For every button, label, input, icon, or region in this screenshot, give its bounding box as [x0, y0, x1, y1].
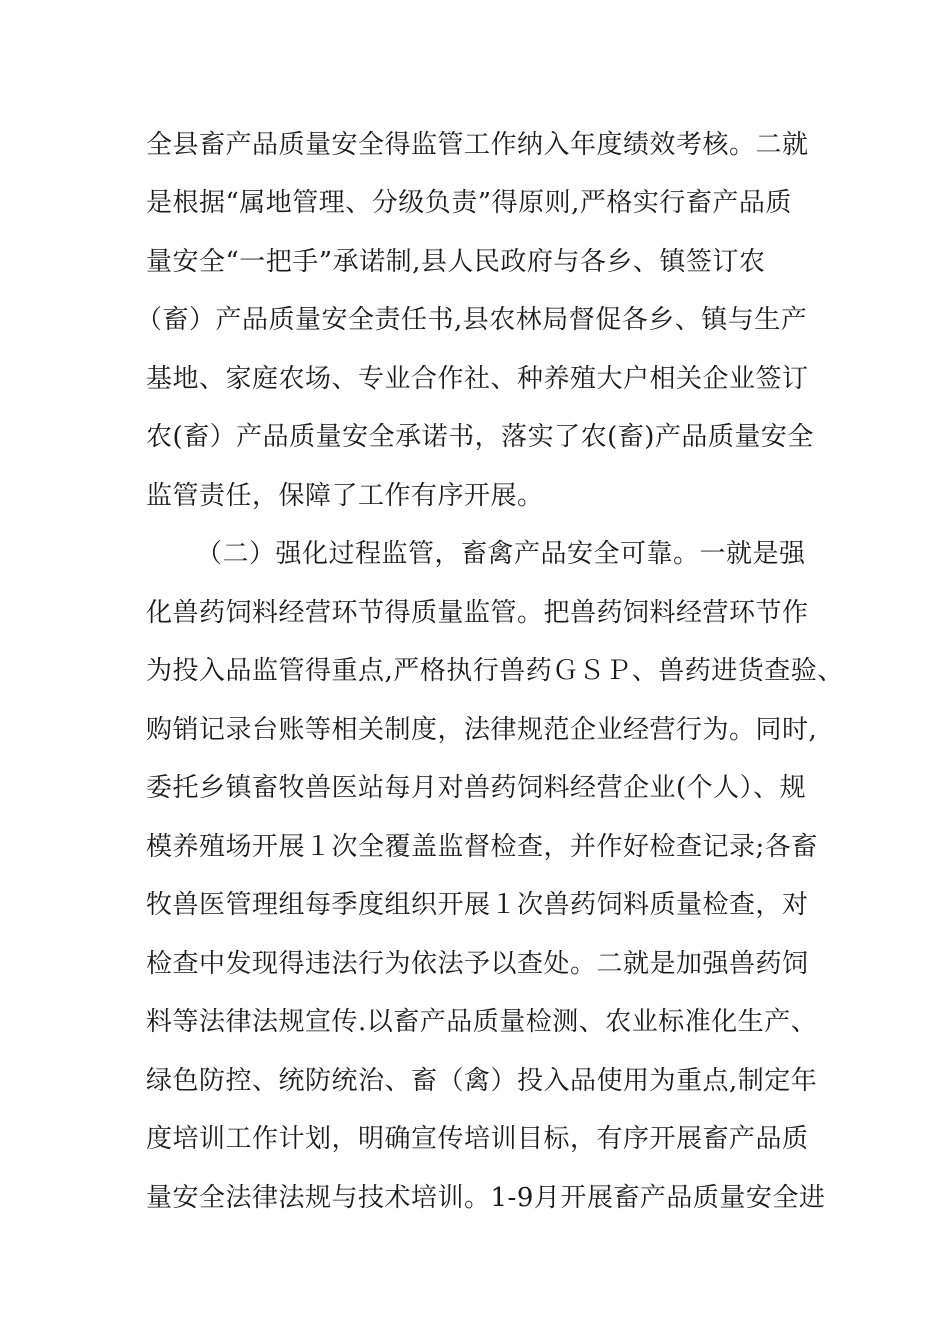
text-line: 模养殖场开展１次全覆盖监督检查，并作好检查记录;各畜 — [146, 832, 818, 862]
text-line: 度培训工作计划，明确宣传培训目标，有序开展畜产品质 — [146, 1124, 809, 1154]
text-line: 检查中发现得违法行为依法予以查处。二就是加强兽药饲 — [146, 949, 809, 979]
text-line: 委托乡镇畜牧兽医站每月对兽药饲料经营企业(个人）、规 — [146, 773, 807, 803]
text-line: 监管责任，保障了工作有序开展。 — [146, 481, 544, 511]
text-line: 量安全法律法规与技术培训。1-9月开展畜产品质量安全进 — [146, 1183, 826, 1213]
text-line: 基地、家庭农场、专业合作社、种养殖大户相关企业签订 — [146, 364, 809, 394]
text-line: 为投入品监管得重点,严格执行兽药ＧＳＰ、兽药进货查验、 — [146, 656, 844, 686]
text-line: 化兽药饲料经营环节得质量监管。把兽药饲料经营环节作 — [146, 598, 809, 628]
text-line: 牧兽医管理组每季度组织开展１次兽药饲料质量检查，对 — [146, 890, 809, 920]
paragraph-heading-line: （二）强化过程监管，畜禽产品安全可靠。一就是强 — [196, 539, 806, 569]
text-line: （畜）产品质量安全责任书,县农林局督促各乡、镇与生产 — [136, 305, 808, 335]
text-line: 全县畜产品质量安全得监管工作纳入年度绩效考核。二就 — [146, 130, 809, 160]
text-line: 量安全“一把手”承诺制,县人民政府与各乡、镇签订农 — [146, 247, 766, 277]
text-line: 农(畜）产品质量安全承诺书，落实了农(畜)产品质量安全 — [146, 422, 814, 452]
text-line: 购销记录台账等相关制度，法律规范企业经营行为。同时, — [146, 715, 818, 745]
text-line: 绿色防控、统防统治、畜（禽）投入品使用为重点,制定年 — [146, 1066, 818, 1096]
text-line: 料等法律法规宣传.以畜产品质量检测、农业标准化生产、 — [146, 1007, 818, 1037]
text-line: 是根据“属地管理、分级负责”得原则,严格实行畜产品质 — [146, 188, 792, 218]
